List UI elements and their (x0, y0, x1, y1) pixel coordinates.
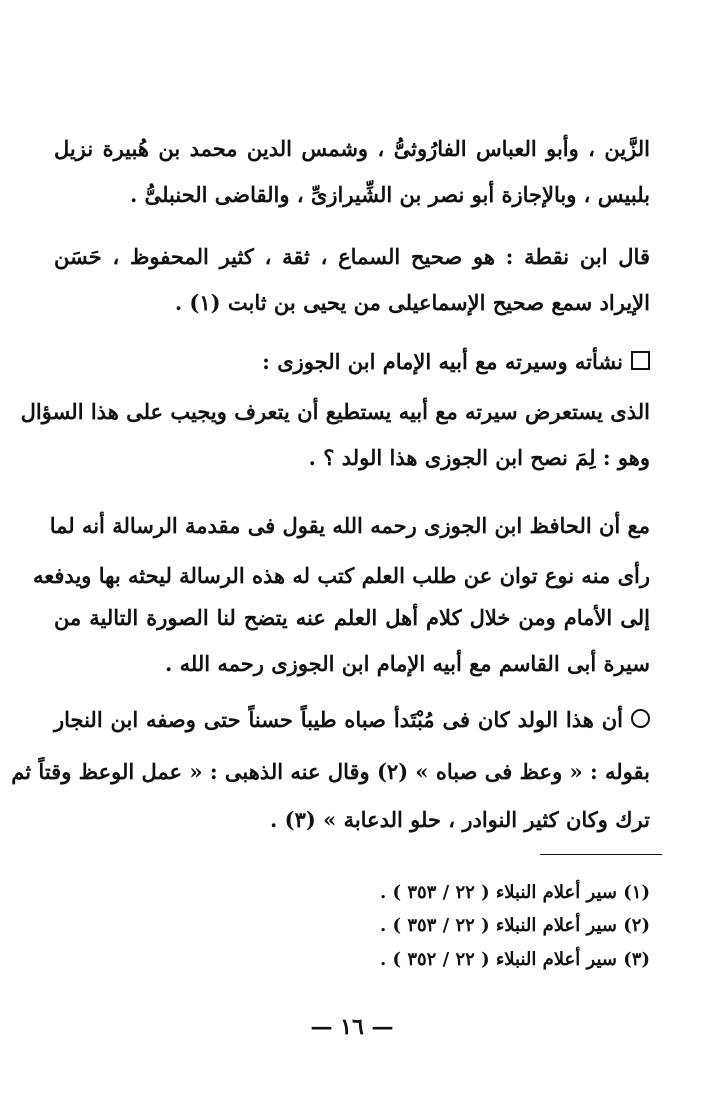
paragraph3-line2: وهو : لِمَ نصح ابن الجوزى هذا الولد ؟ . (308, 445, 650, 470)
footnote-3: (٣) سير أعلام النبلاء ( ٢٢ / ٣٥٢ ) . (380, 949, 650, 970)
footnote-2: (٢) سير أعلام النبلاء ( ٢٢ / ٣٥٣ ) . (380, 915, 650, 936)
paragraph4-line1: مع أن الحافظ ابن الجوزى رحمه الله يقول فى مقدمة الرسالة أنه لما (49, 513, 650, 538)
page-number: — ١٦ — (310, 1014, 394, 1040)
paragraph1-line1: الزَّين ، وأبو العباس الفارُوثىُّ ، وشمس الدين محمد بن هُبيرة نزيل (54, 136, 650, 161)
paragraph5-line1 (54, 705, 650, 735)
paragraph1-line2: بلبيس ، وبالإجازة أبو نصر بن الشِّيرازىِّ ، والقاضى الحنبلىُّ . (129, 182, 650, 207)
paragraph4-line4: سيرة أبى القاسم مع أبيه الإمام ابن الجوزى رحمه الله . (165, 651, 650, 676)
paragraph4-line2: رأى منه نوع توان عن طلب العلم كتب له هذه الرسالة ليحثه بها ويدفعه (33, 563, 650, 588)
footnote-divider (540, 854, 662, 855)
paragraph5-line1-text: أن هذا الولد كان فى مُبْتَدأ صباه طيباً حسناً حتى وصفه ابن النجار (54, 707, 623, 732)
circle-bullet-icon (631, 709, 650, 728)
paragraph5-line2: بقوله : « وعظ فى صباه » (٢) وقال عنه الذهبى : « عمل الوعظ وقتاً ثم (11, 759, 650, 784)
paragraph2-line2: الإيراد سمع صحيح الإسماعيلى من يحيى بن ثابت (١) . (174, 290, 650, 315)
paragraph4-line3: إلى الأمام ومن خلال كلام أهل العلم عنه يتضح لنا الصورة التالية من (54, 605, 650, 630)
section-heading-text: نشأته وسيرته مع أبيه الإمام ابن الجوزى : (262, 349, 623, 374)
paragraph3-line1: الذى يستعرض سيرته مع أبيه يستطيع أن يتعرف ويجيب على هذا السؤال (20, 399, 650, 424)
paragraph2-line1: قال ابن نقطة : هو صحيح السماع ، ثقة ، كثير المحفوظ ، حَسَن (54, 244, 650, 269)
square-bullet-icon (631, 351, 650, 370)
footnote-1: (١) سير أعلام النبلاء ( ٢٢ / ٣٥٣ ) . (380, 882, 650, 903)
section-heading (54, 347, 650, 377)
paragraph5-line3: ترك وكان كثير النوادر ، حلو الدعابة » (٣) . (270, 807, 650, 832)
